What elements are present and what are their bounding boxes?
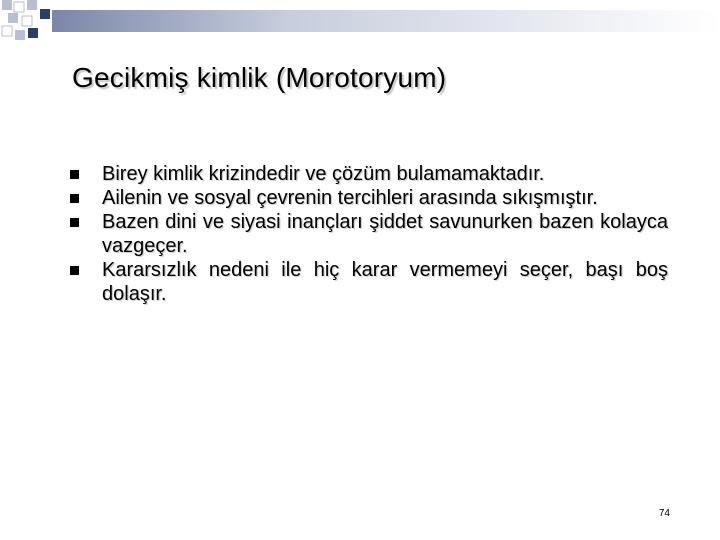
bullet-text: Bazen dini ve siyasi inançları şiddet savunurken bazen kolayca vazgeçer. <box>102 211 668 257</box>
decorative-squares <box>2 0 50 40</box>
square-bullet-icon <box>70 266 79 275</box>
square-bullet-icon <box>70 170 79 179</box>
slide-title: Gecikmiş kimlik (Morotoryum) <box>72 62 447 93</box>
bullet-item <box>68 186 668 210</box>
bullet-text: Ailenin ve sosyal çevrenin tercihleri arasında sıkışmıştır. <box>102 187 598 209</box>
page-number: 74 <box>658 508 670 519</box>
bullet-item <box>68 210 668 258</box>
square-bullet-icon <box>70 218 79 227</box>
bullet-text: Birey kimlik krizindedir ve çözüm bulamamaktadır. <box>102 163 545 185</box>
square-bullet-icon <box>70 194 79 203</box>
bullet-text: Kararsızlık nedeni ile hiç karar vermemeyi seçer, başı boş dolaşır. <box>102 259 668 305</box>
bullet-item <box>68 258 668 306</box>
bullet-item <box>68 162 668 186</box>
decorative-header-band <box>0 0 720 50</box>
bullet-list <box>68 162 668 306</box>
